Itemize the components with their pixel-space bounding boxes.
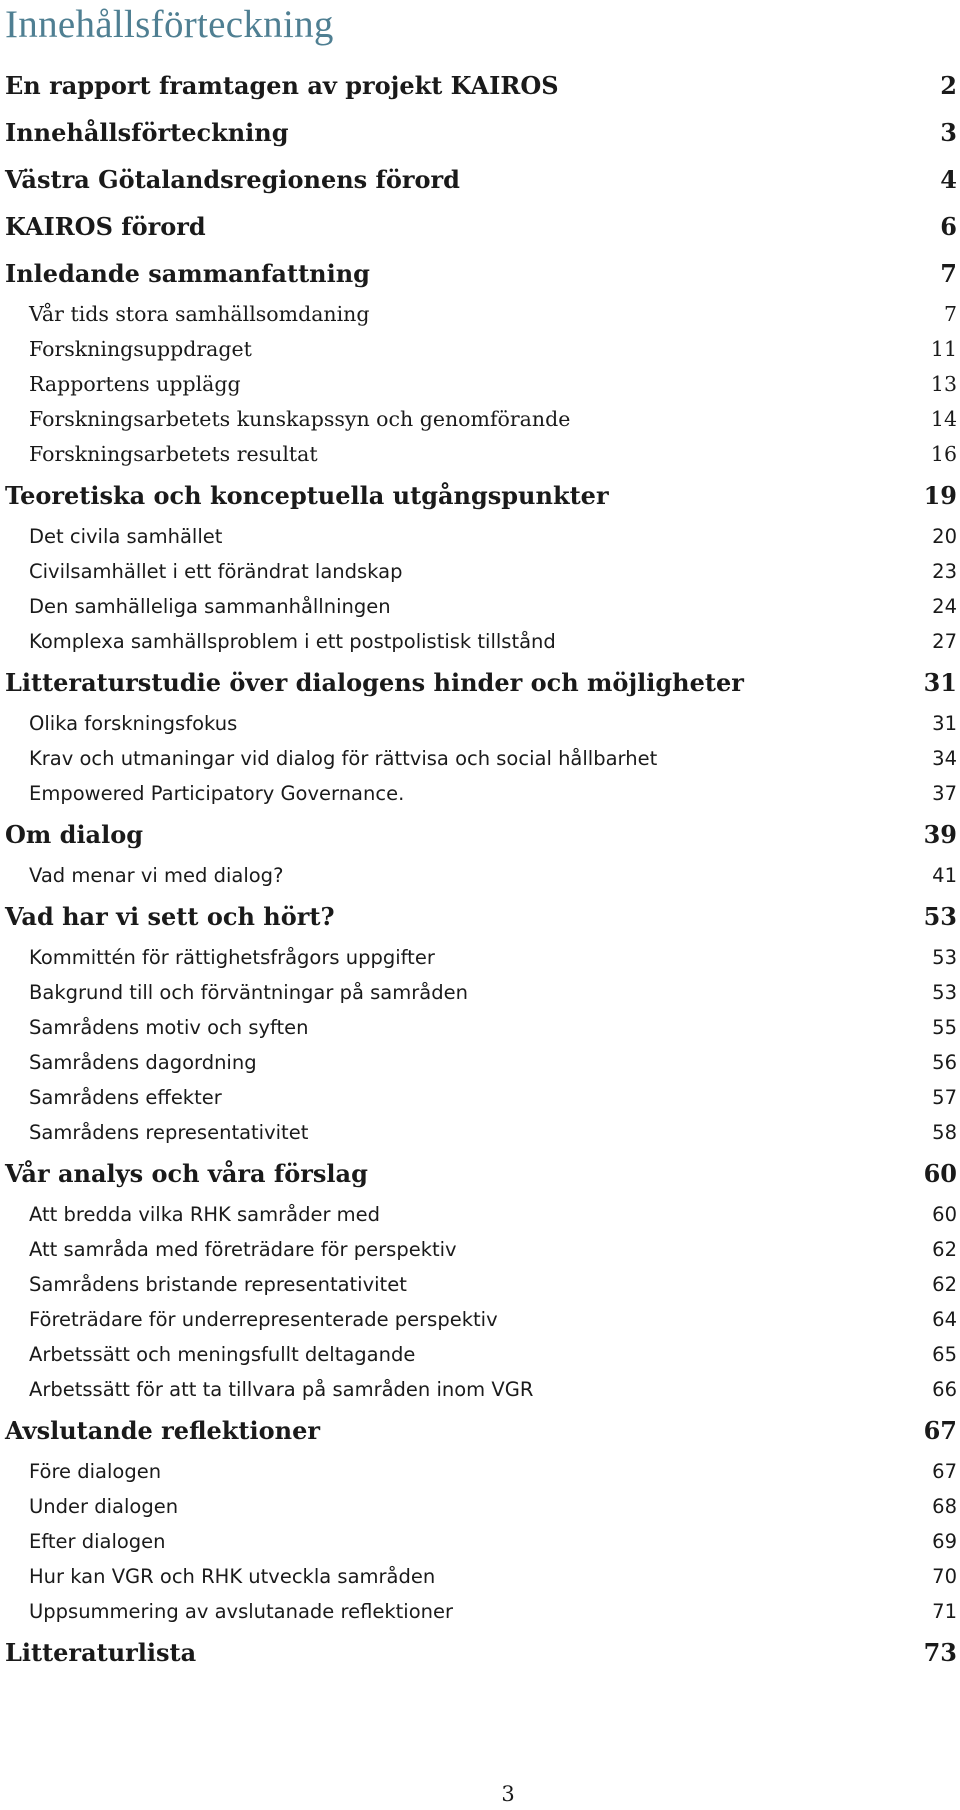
toc-section-entry[interactable] (5, 706, 957, 741)
toc-entry-page: 20 (932, 525, 957, 548)
page-number: 3 (501, 1782, 515, 1806)
toc-entry-page: 4 (940, 165, 957, 194)
toc-chapter-entry[interactable] (5, 203, 957, 250)
toc-section-entry[interactable] (5, 975, 957, 1010)
toc-entry-label: Vad har vi sett och hört? (5, 902, 335, 931)
toc-entry-label: Civilsamhället i ett förändrat landskap (29, 560, 403, 583)
toc-entry-label: Olika forskningsfokus (29, 712, 238, 735)
toc-entry-page: 60 (932, 1203, 957, 1226)
toc-section-entry[interactable] (5, 519, 957, 554)
toc-chapter-entry[interactable] (5, 250, 957, 297)
page-title: Innehållsförteckning (5, 3, 334, 46)
toc-entry-label: Samrådens dagordning (29, 1051, 257, 1074)
toc-entry-page: 53 (932, 981, 957, 1004)
toc-entry-label: Forskningsarbetets resultat (29, 442, 318, 466)
toc-entry-page: 58 (932, 1121, 957, 1144)
toc-entry-page: 6 (940, 212, 957, 241)
toc-entry-page: 7 (940, 259, 957, 288)
toc-entry-label: Den samhälleliga sammanhållningen (29, 595, 391, 618)
toc-chapter-entry[interactable] (5, 62, 957, 109)
toc-entry-page: 69 (932, 1530, 957, 1553)
toc-chapter-entry[interactable] (5, 1150, 957, 1197)
toc-entry-label: Det civila samhället (29, 525, 223, 548)
toc-section-entry[interactable] (5, 589, 957, 624)
toc-entry-label: Företrädare för underrepresenterade perspektiv (29, 1308, 498, 1331)
toc-entry-label: Rapportens upplägg (29, 372, 241, 396)
toc-section-entry[interactable] (5, 940, 957, 975)
toc-entry-page: 55 (932, 1016, 957, 1039)
toc-entry-page: 23 (932, 560, 957, 583)
toc-chapter-entry[interactable] (5, 1407, 957, 1454)
toc-section-entry[interactable] (5, 1232, 957, 1267)
toc-section-entry[interactable] (5, 1337, 957, 1372)
toc-entry-label: Före dialogen (29, 1460, 162, 1483)
toc-entry-page: 31 (932, 712, 957, 735)
toc-entry-page: 62 (932, 1238, 957, 1261)
toc-entry-page: 2 (940, 71, 957, 100)
toc-entry-page: 11 (930, 337, 957, 361)
toc-entry-page: 27 (932, 630, 957, 653)
toc-entry-label: Samrådens bristande representativitet (29, 1273, 407, 1296)
toc-section-entry[interactable] (5, 1594, 957, 1629)
toc-entry-label: Forskningsuppdraget (29, 337, 252, 361)
toc-entry-label: Vår analys och våra förslag (5, 1159, 368, 1188)
toc-section-entry[interactable] (5, 554, 957, 589)
toc-section-entry[interactable] (5, 1010, 957, 1045)
toc-entry-label: Innehållsförteckning (5, 118, 289, 147)
toc-entry-page: 56 (932, 1051, 957, 1074)
toc-entry-label: Komplexa samhällsproblem i ett postpolistisk tillstånd (29, 630, 556, 653)
toc-section-entry[interactable] (5, 297, 957, 332)
toc-entry-label: Efter dialogen (29, 1530, 166, 1553)
toc-entry-page: 31 (923, 668, 957, 697)
toc-entry-page: 73 (923, 1638, 957, 1667)
toc-entry-page: 19 (923, 481, 957, 510)
toc-section-entry[interactable] (5, 741, 957, 776)
toc-section-entry[interactable] (5, 1559, 957, 1594)
toc-entry-label: Samrådens effekter (29, 1086, 222, 1109)
toc-section-entry[interactable] (5, 1197, 957, 1232)
toc-section-entry[interactable] (5, 332, 957, 367)
toc-section-entry[interactable] (5, 1454, 957, 1489)
toc-entry-label: Västra Götalandsregionens förord (5, 165, 460, 194)
toc-section-entry[interactable] (5, 858, 957, 893)
toc-entry-label: Inledande sammanfattning (5, 259, 370, 288)
toc-entry-label: KAIROS förord (5, 212, 206, 241)
toc-entry-label: Forskningsarbetets kunskapssyn och genomförande (29, 407, 571, 431)
toc-entry-page: 67 (932, 1460, 957, 1483)
toc-chapter-entry[interactable] (5, 893, 957, 940)
toc-entry-label: Om dialog (5, 820, 144, 849)
toc-entry-page: 64 (932, 1308, 957, 1331)
toc-entry-label: Teoretiska och konceptuella utgångspunkter (5, 481, 609, 510)
toc-section-entry[interactable] (5, 1302, 957, 1337)
toc-entry-page: 37 (932, 782, 957, 805)
toc-entry-label: Att samråda med företrädare för perspektiv (29, 1238, 457, 1261)
toc-entry-page: 71 (932, 1600, 957, 1623)
toc-entry-page: 53 (923, 902, 957, 931)
toc-chapter-entry[interactable] (5, 109, 957, 156)
toc-section-entry[interactable] (5, 1372, 957, 1407)
toc-entry-label: Empowered Participatory Governance. (29, 782, 405, 805)
toc-entry-label: Avslutande reflektioner (5, 1416, 320, 1445)
toc-entry-label: Krav och utmaningar vid dialog för rättvisa och social hållbarhet (29, 747, 658, 770)
toc-section-entry[interactable] (5, 1524, 957, 1559)
toc-entry-page: 34 (932, 747, 957, 770)
toc-entry-page: 39 (923, 820, 957, 849)
table-of-contents (5, 62, 957, 1676)
toc-entry-page: 62 (932, 1273, 957, 1296)
toc-entry-label: Kommittén för rättighetsfrågors uppgifter (29, 946, 435, 969)
toc-section-entry[interactable] (5, 1489, 957, 1524)
toc-section-entry[interactable] (5, 437, 957, 472)
toc-entry-page: 7 (943, 302, 957, 326)
toc-chapter-entry[interactable] (5, 659, 957, 706)
toc-entry-page: 41 (932, 864, 957, 887)
toc-entry-page: 13 (930, 372, 957, 396)
toc-entry-page: 68 (932, 1495, 957, 1518)
toc-entry-label: Samrådens representativitet (29, 1121, 309, 1144)
toc-entry-label: Arbetssätt för att ta tillvara på samråden inom VGR (29, 1378, 534, 1401)
toc-entry-page: 53 (932, 946, 957, 969)
toc-chapter-entry[interactable] (5, 1629, 957, 1676)
toc-entry-label: Uppsummering av avslutanade reflektioner (29, 1600, 454, 1623)
toc-chapter-entry[interactable] (5, 156, 957, 203)
toc-entry-label: Att bredda vilka RHK samråder med (29, 1203, 381, 1226)
toc-entry-page: 24 (932, 595, 957, 618)
toc-entry-page: 66 (932, 1378, 957, 1401)
toc-section-entry[interactable] (5, 1267, 957, 1302)
toc-chapter-entry[interactable] (5, 472, 957, 519)
toc-entry-page: 57 (932, 1086, 957, 1109)
toc-entry-label: Hur kan VGR och RHK utveckla samråden (29, 1565, 436, 1588)
toc-entry-label: Vår tids stora samhällsomdaning (29, 302, 370, 326)
toc-entry-page: 65 (932, 1343, 957, 1366)
toc-entry-label: Litteraturlista (5, 1638, 197, 1667)
toc-section-entry[interactable] (5, 776, 957, 811)
toc-section-entry[interactable] (5, 367, 957, 402)
toc-entry-label: Samrådens motiv och syften (29, 1016, 309, 1039)
toc-section-entry[interactable] (5, 1080, 957, 1115)
toc-section-entry[interactable] (5, 1115, 957, 1150)
toc-entry-page: 67 (923, 1416, 957, 1445)
toc-chapter-entry[interactable] (5, 811, 957, 858)
toc-section-entry[interactable] (5, 1045, 957, 1080)
toc-entry-label: En rapport framtagen av projekt KAIROS (5, 71, 559, 100)
toc-entry-page: 14 (930, 407, 957, 431)
toc-entry-label: Bakgrund till och förväntningar på samråden (29, 981, 468, 1004)
toc-entry-label: Arbetssätt och meningsfullt deltagande (29, 1343, 416, 1366)
toc-entry-label: Vad menar vi med dialog? (29, 864, 284, 887)
toc-entry-page: 60 (923, 1159, 957, 1188)
toc-entry-page: 3 (940, 118, 957, 147)
toc-entry-label: Under dialogen (29, 1495, 179, 1518)
toc-entry-page: 70 (932, 1565, 957, 1588)
toc-section-entry[interactable] (5, 402, 957, 437)
toc-section-entry[interactable] (5, 624, 957, 659)
toc-entry-label: Litteraturstudie över dialogens hinder och möjligheter (5, 668, 744, 697)
toc-entry-page: 16 (930, 442, 957, 466)
